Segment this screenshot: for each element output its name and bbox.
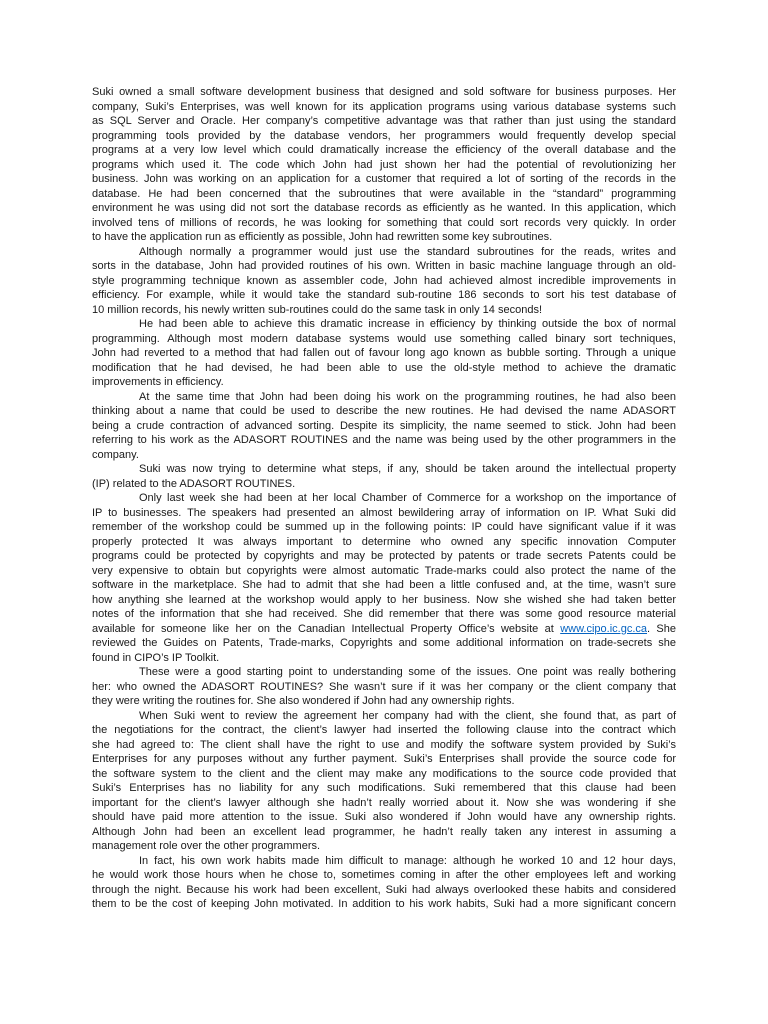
text-line: Suki’s Enterprises has no liability for any such modifications. Suki remembered that this clause had been xyxy=(92,782,676,794)
text-line-with-link xyxy=(92,622,676,637)
paragraph xyxy=(92,709,676,854)
text-line: involved tens of millions of records, he was looking for something that could sort records very quickly. In order xyxy=(92,216,676,229)
text-line: IP to businesses. The speakers had presented an almost bewildering array of information on IP. What Suki did xyxy=(92,506,676,519)
text-line: These were a good starting point to understanding some of the issues. One point was really bothering xyxy=(139,666,676,678)
text-line: programs could be protected by copyrights and may be protected by patents or trade secrets Patents could be xyxy=(92,550,676,562)
text-line: database. He had been concerned that the subroutines that were available in the “standard” programming xyxy=(92,187,676,200)
paragraph xyxy=(92,317,676,390)
text-line: to have the application run as efficiently as possible, John had rewritten some key subroutines. xyxy=(92,231,553,243)
text-line: He had been able to achieve this dramatic increase in efficiency by thinking outside the box of normal xyxy=(139,318,676,330)
text-line: environment he was using did not sort the database records as efficiently as he wanted. In this application, which xyxy=(92,202,676,214)
text-line: should have paid more attention to the issue. Suki also wondered if John would have any ownership rights. xyxy=(92,811,676,823)
paragraph xyxy=(92,665,676,709)
text-line: modification that he had devised, he had been able to use the old-style method to achieve the dramatic xyxy=(92,361,676,374)
text-line: efficiency. For example, while it would take the standard sub-routine 186 seconds to sort his test database of xyxy=(92,289,676,301)
text-line: he would work those hours when he chose to, sometimes coming in after the other employees left and working xyxy=(92,869,676,881)
text-line: programming tools provided by the database vendors, her programmers would frequently develop special xyxy=(92,129,676,142)
paragraph xyxy=(92,462,676,491)
text-line: When Suki went to review the agreement her company had with the client, she found that, as part of xyxy=(139,709,676,722)
text-line: management role over the other programmers. xyxy=(92,840,321,852)
text-line: she had agreed to: The client shall have the right to use and modify the software system provided by Suki’s xyxy=(92,738,676,751)
text-line: they were writing the routines for. She also wondered if John had any ownership rights. xyxy=(92,695,515,707)
text-line: found in CIPO’s IP Toolkit. xyxy=(92,651,220,664)
text-line: very expensive to obtain but copyrights were almost automatic Trade-marks could also protect the name of the xyxy=(92,564,676,577)
cipo-website-link[interactable]: www.cipo.ic.gc.ca xyxy=(560,622,648,635)
text-line: programs which used it. The code which John had just shown her had the potential of revolutionizing her xyxy=(92,158,676,171)
text-line: At the same time that John had been doing his work on the programming routines, he had also been xyxy=(139,390,676,403)
text-line: programs at a very low level which could dramatically increase the efficiency of the overall database and the xyxy=(92,144,676,156)
text-line: improvements in efficiency. xyxy=(92,376,224,388)
text-line: Only last week she had been at her local Chamber of Commerce for a workshop on the importance of xyxy=(139,492,676,504)
text-line: John had reverted to a method that had fallen out of favour long ago known as bubble sorting. Through a unique xyxy=(92,347,676,359)
text-line: sorts in the database, John had provided routines of his own. Written in basic machine language through an old- xyxy=(92,260,676,272)
text-line: as SQL Server and Oracle. Her company’s competitive advantage was that rather than just using the standard xyxy=(92,115,676,127)
text-line: important for the client’s lawyer although she hadn’t really worried about it. Now she was wondering if she xyxy=(92,796,676,809)
text-line: In fact, his own work habits made him difficult to manage: although he worked 10 and 12 hour days, xyxy=(139,854,676,867)
text-line: how anything she learned at the workshop would apply to her business. Now she wished she had taken better xyxy=(92,593,676,606)
text-line: the software system to the client and the client may make any modifications to the source code provided that xyxy=(92,767,676,780)
text-segment: . She xyxy=(647,622,677,635)
paragraph xyxy=(92,85,676,245)
text-line: company, Suki’s Enterprises, was well known for its application programs using various database systems such xyxy=(92,100,676,113)
text-line: referring to his work as the ADASORT ROUTINES and the name was being used by the other programmers in the xyxy=(92,434,676,446)
text-line: software in the marketplace. She had to admit that she had been a little confused and, at the time, wasn’t sure xyxy=(92,579,676,591)
text-line: through the night. Because his work had been excellent, Suki had always overlooked these habits and considered xyxy=(92,883,676,896)
text-line: them to be the cost of keeping John motivated. In addition to his work habits, Suki had a more significant concern xyxy=(92,898,676,910)
text-line: being a crude contraction of advanced sorting. Despite its simplicity, the name seemed to stick. John had been xyxy=(92,419,676,432)
text-line: her: who owned the ADASORT ROUTINES? She wasn’t sure if it was her company or the client company that xyxy=(92,680,676,693)
paragraph xyxy=(92,245,676,318)
text-line: (IP) related to the ADASORT ROUTINES. xyxy=(92,477,296,490)
text-line: company. xyxy=(92,448,139,461)
text-line: Suki owned a small software development business that designed and sold software for business purposes. Her xyxy=(92,86,676,98)
text-line: reviewed the Guides on Patents, Trade-marks, Copyrights and some additional information on trade-secrets she xyxy=(92,637,676,649)
text-line: the negotiations for the contract, the client’s lawyer had inserted the following clause into the contract which xyxy=(92,724,676,736)
paragraph xyxy=(92,854,676,912)
text-line: thinking about a name that could be used to describe the new routines. He had devised the name ADASORT xyxy=(92,405,676,417)
text-line: 10 million records, his newly written sub-routines could do the same task in only 14 seconds! xyxy=(92,303,543,316)
text-line: Enterprises for any purposes without any further payment. Suki’s Enterprises shall provide the source code for xyxy=(92,753,676,765)
text-line: Suki was now trying to determine what steps, if any, should be taken around the intellectual property xyxy=(139,463,676,475)
text-segment: available for someone like her on the Canadian Intellectual Property Office’s website at xyxy=(92,622,561,635)
text-line: programming. Although most modern database systems would use something called binary sort techniques, xyxy=(92,332,676,345)
paragraph xyxy=(92,390,676,463)
document-body xyxy=(92,85,676,912)
paragraph xyxy=(92,491,676,665)
text-line: business. John was working on an application for a customer that required a lot of sorting of the records in the xyxy=(92,173,676,185)
text-line: Although John had been an excellent lead programmer, he hadn’t really taken any interest in assuming a xyxy=(92,825,676,838)
text-line: Although normally a programmer would just use the standard subroutines for the reads, writes and xyxy=(139,245,676,258)
text-line: style programming technique known as assembler code, John had achieved almost incredible improvements in xyxy=(92,274,676,287)
text-line: remember of the workshop could be summed up in the following points: IP could have significant value if it was xyxy=(92,521,676,533)
text-line: notes of the information that she had received. She did remember that there was some good resource material xyxy=(92,608,676,620)
text-line: properly protected It was always important to determine who owned any specific innovation Computer xyxy=(92,535,676,548)
